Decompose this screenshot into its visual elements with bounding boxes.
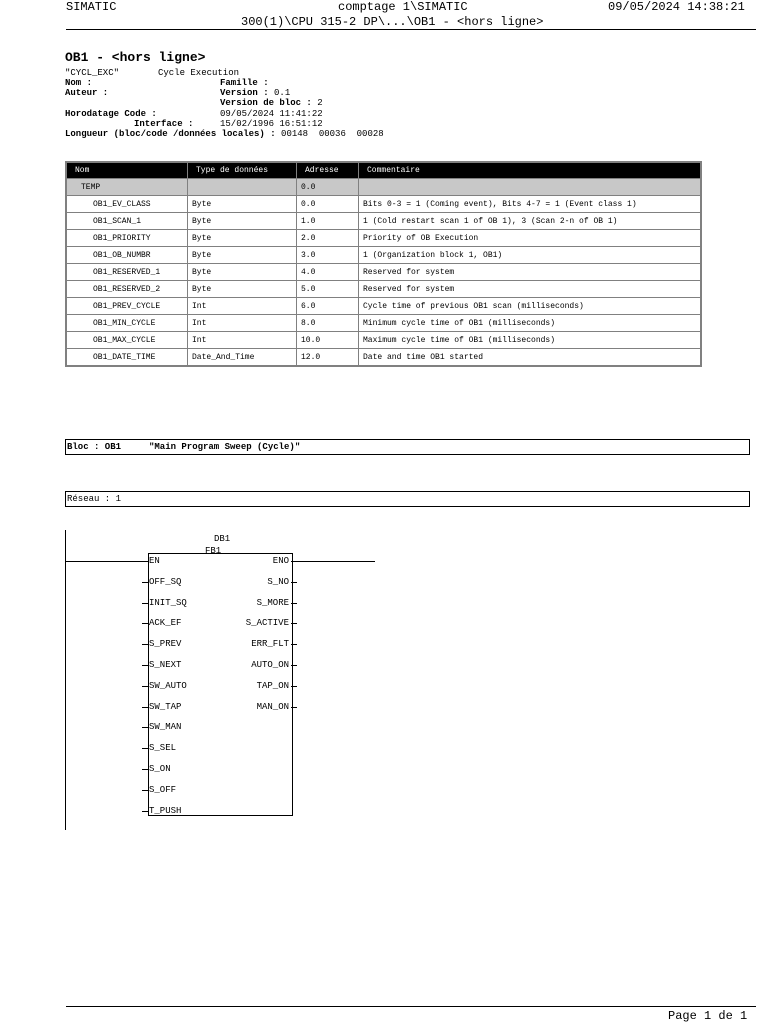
longueur-label: Longueur (bloc/code /données locales) : [65, 129, 276, 139]
output-pin-stub [291, 686, 297, 687]
cell-name: OB1_RESERVED_1 [66, 264, 188, 281]
cell-address: 0.0 [297, 196, 359, 213]
output-pin-label: S_ACTIVE [245, 618, 289, 628]
footer-divider [66, 1006, 756, 1007]
cell-type: Date_And_Time [188, 349, 297, 367]
output-pin-label: ENO [272, 556, 289, 566]
table-row [66, 298, 701, 315]
variable-table [65, 161, 702, 367]
cell-address: 6.0 [297, 298, 359, 315]
header-divider [66, 29, 756, 30]
output-pin-stub [291, 623, 297, 624]
output-pin-stub [291, 603, 297, 604]
cell-name: OB1_MAX_CYCLE [66, 332, 188, 349]
auteur-label: Auteur : [65, 88, 109, 98]
nom-label: Nom : [65, 78, 93, 88]
cell-name: OB1_EV_CLASS [66, 196, 188, 213]
header-block-path: 300(1)\CPU 315-2 DP\...\OB1 - <hors ligne> [241, 15, 544, 29]
table-row [66, 349, 701, 367]
version-bloc-row [220, 98, 323, 108]
cell-type: Byte [188, 230, 297, 247]
input-pin-label: SW_TAP [149, 702, 182, 712]
table-row [66, 213, 701, 230]
input-pin-stub [142, 665, 148, 666]
input-pin-stub [142, 623, 148, 624]
en-wire [65, 561, 149, 562]
input-pin-stub [142, 748, 148, 749]
cell-name: OB1_PREV_CYCLE [66, 298, 188, 315]
table-row [66, 315, 701, 332]
output-pin-label: S_NO [267, 577, 289, 587]
output-pin-label: AUTO_ON [251, 660, 289, 670]
input-pin-label: INIT_SQ [149, 598, 187, 608]
cell-name: OB1_SCAN_1 [66, 213, 188, 230]
interface-value: 15/02/1996 16:51:12 [220, 119, 323, 129]
input-pin-label: OFF_SQ [149, 577, 182, 587]
cell-comment: Reserved for system [359, 281, 702, 298]
header-app-name: SIMATIC [66, 0, 117, 14]
input-pin-stub [142, 707, 148, 708]
input-pin-label: S_SEL [149, 743, 177, 753]
cell-comment: Cycle time of previous OB1 scan (milliseconds) [359, 298, 702, 315]
input-pin-stub [142, 603, 148, 604]
table-row [66, 281, 701, 298]
table-header-row [66, 162, 701, 179]
cell-name: TEMP [66, 179, 188, 196]
input-pin-stub [142, 769, 148, 770]
cell-comment: Reserved for system [359, 264, 702, 281]
header-project-path: comptage 1\SIMATIC [338, 0, 468, 14]
fb-name-label: FB1 [205, 546, 222, 556]
cell-comment: 1 (Organization block 1, OB1) [359, 247, 702, 264]
column-header-type: Type de données [188, 162, 297, 179]
bloc-comment: "Main Program Sweep (Cycle)" [149, 442, 301, 452]
column-header-adresse: Adresse [297, 162, 359, 179]
input-pin-stub [142, 727, 148, 728]
cell-address: 2.0 [297, 230, 359, 247]
table-row [66, 196, 701, 213]
reseau-title-box [65, 491, 750, 507]
instance-db-label: DB1 [214, 534, 231, 544]
input-pin-label: S_ON [149, 764, 171, 774]
cell-type: Byte [188, 264, 297, 281]
eno-wire [291, 561, 375, 562]
cell-name: OB1_DATE_TIME [66, 349, 188, 367]
cell-name: OB1_RESERVED_2 [66, 281, 188, 298]
cell-comment: 1 (Cold restart scan 1 of OB 1), 3 (Scan 2-n of OB 1) [359, 213, 702, 230]
input-pin-stub [142, 686, 148, 687]
input-pin-stub [142, 644, 148, 645]
version-label: Version : [220, 88, 269, 98]
output-pin-stub [291, 707, 297, 708]
input-pin-label: S_OFF [149, 785, 177, 795]
column-header-commentaire: Commentaire [359, 162, 702, 179]
table-row [66, 247, 701, 264]
output-pin-label: S_MORE [256, 598, 289, 608]
input-pin-label: SW_MAN [149, 722, 182, 732]
input-pin-label: S_NEXT [149, 660, 182, 670]
output-pin-stub [291, 582, 297, 583]
cell-name: OB1_PRIORITY [66, 230, 188, 247]
cell-type: Byte [188, 281, 297, 298]
input-pin-stub [142, 811, 148, 812]
cell-comment: Minimum cycle time of OB1 (milliseconds) [359, 315, 702, 332]
famille-label: Famille : [220, 78, 269, 88]
cell-address: 8.0 [297, 315, 359, 332]
bloc-label: Bloc : OB1 [67, 442, 122, 452]
input-pin-stub [142, 582, 148, 583]
cell-comment: Bits 0-3 = 1 (Coming event), Bits 4-7 = 1 (Event class 1) [359, 196, 702, 213]
horodatage-label: Horodatage Code : [65, 109, 157, 119]
table-row [66, 230, 701, 247]
output-pin-stub [291, 644, 297, 645]
bloc-title-box [65, 439, 750, 455]
interface-label: Interface : [134, 119, 194, 129]
longueur-value: 00148 00036 00028 [281, 129, 384, 139]
cell-address: 4.0 [297, 264, 359, 281]
block-symbol-comment: Cycle Execution [158, 68, 240, 78]
output-pin-label: MAN_ON [256, 702, 289, 712]
horodatage-value: 09/05/2024 11:41:22 [220, 109, 323, 119]
cell-type: Byte [188, 213, 297, 230]
input-pin-stub [142, 790, 148, 791]
output-pin-label: ERR_FLT [251, 639, 289, 649]
cell-address: 12.0 [297, 349, 359, 367]
input-pin-label: ACK_EF [149, 618, 182, 628]
cell-address: 0.0 [297, 179, 359, 196]
cell-type: Byte [188, 247, 297, 264]
cell-comment: Maximum cycle time of OB1 (milliseconds) [359, 332, 702, 349]
cell-name: OB1_MIN_CYCLE [66, 315, 188, 332]
cell-type: Int [188, 315, 297, 332]
output-pin-stub [291, 665, 297, 666]
version-value: 0.1 [274, 88, 291, 98]
cell-comment: Date and time OB1 started [359, 349, 702, 367]
input-pin-label: SW_AUTO [149, 681, 187, 691]
reseau-label: Réseau : 1 [67, 494, 122, 504]
block-symbol: "CYCL_EXC" [65, 68, 120, 78]
footer-page-number: Page 1 de 1 [668, 1009, 748, 1023]
power-rail [65, 530, 66, 830]
table-row-temp [66, 179, 701, 196]
table-row [66, 332, 701, 349]
cell-type: Byte [188, 196, 297, 213]
cell-address: 1.0 [297, 213, 359, 230]
cell-comment: Priority of OB Execution [359, 230, 702, 247]
output-pin-label: TAP_ON [256, 681, 289, 691]
version-bloc-value: 2 [317, 98, 323, 108]
cell-name: OB1_OB_NUMBR [66, 247, 188, 264]
cell-type [188, 179, 297, 196]
longueur-row [65, 129, 384, 139]
cell-type: Int [188, 298, 297, 315]
version-row [220, 88, 290, 98]
cell-type: Int [188, 332, 297, 349]
cell-comment [359, 179, 702, 196]
version-bloc-label: Version de bloc : [220, 98, 312, 108]
cell-address: 5.0 [297, 281, 359, 298]
input-pin-label: T_PUSH [149, 806, 182, 816]
block-title: OB1 - <hors ligne> [65, 50, 206, 65]
table-row [66, 264, 701, 281]
cell-address: 10.0 [297, 332, 359, 349]
input-pin-label: S_PREV [149, 639, 182, 649]
input-pin-label: EN [149, 556, 160, 566]
cell-address: 3.0 [297, 247, 359, 264]
header-datetime: 09/05/2024 14:38:21 [608, 0, 745, 14]
column-header-nom: Nom [66, 162, 188, 179]
